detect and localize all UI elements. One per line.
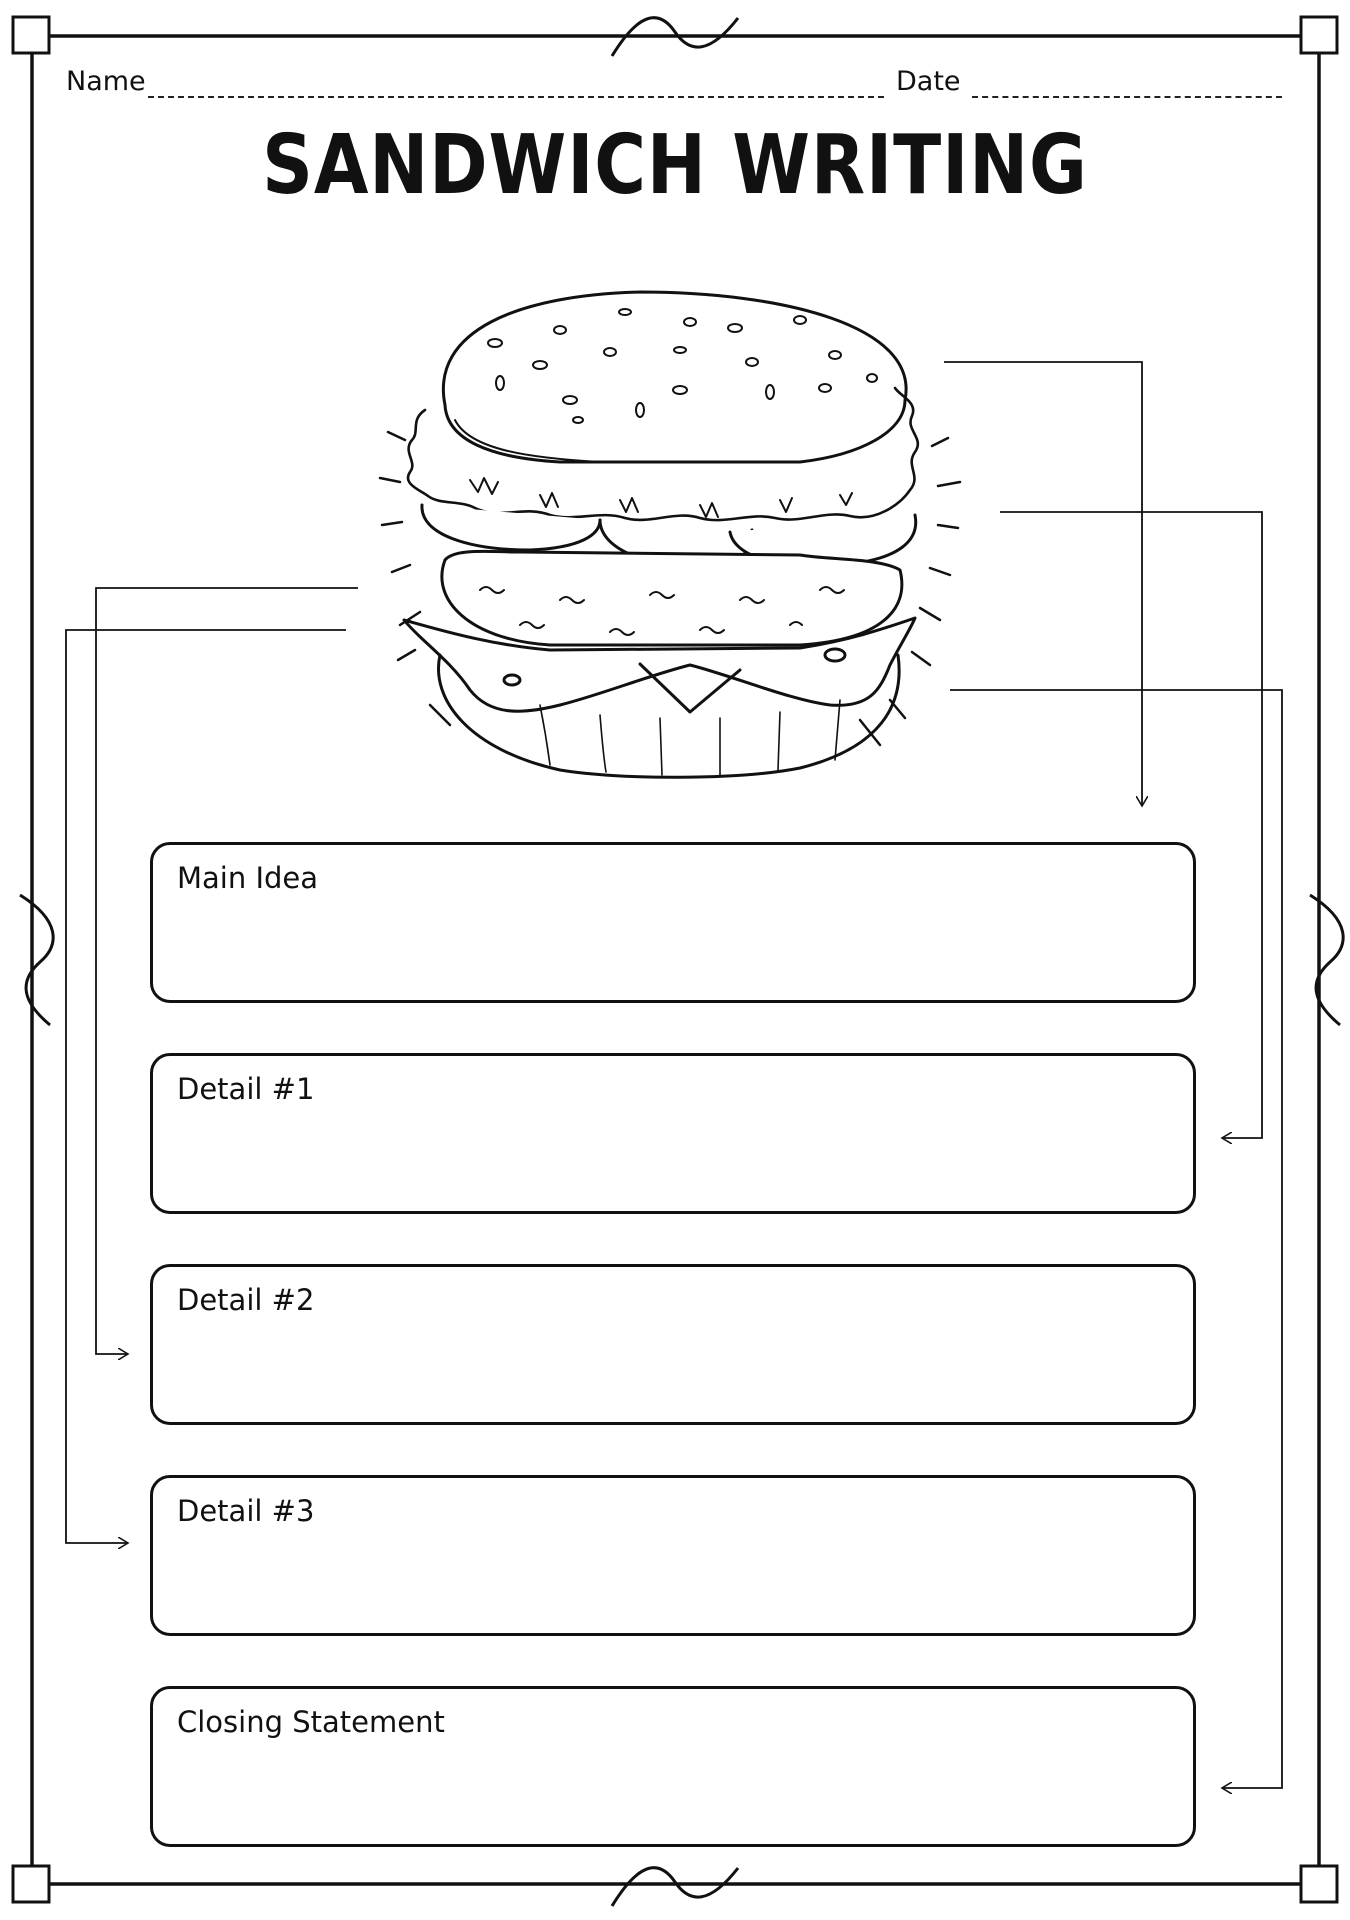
detail-2-field[interactable] bbox=[175, 1329, 1171, 1408]
squiggle-bottom bbox=[612, 1868, 738, 1906]
detail-1-field[interactable] bbox=[175, 1118, 1171, 1197]
section-detail-3[interactable] bbox=[150, 1475, 1196, 1636]
date-label: Date bbox=[896, 66, 961, 97]
squiggle-left bbox=[20, 895, 53, 1025]
section-closing-statement[interactable] bbox=[150, 1686, 1196, 1847]
section-detail-1[interactable] bbox=[150, 1053, 1196, 1214]
squiggle-right bbox=[1310, 895, 1343, 1025]
section-main-idea[interactable] bbox=[150, 842, 1196, 1003]
section-detail-2[interactable] bbox=[150, 1264, 1196, 1425]
arrow-to-detail-1 bbox=[1000, 512, 1262, 1138]
main-idea-field[interactable] bbox=[175, 907, 1171, 986]
arrow-to-main-idea bbox=[944, 362, 1142, 806]
closing-statement-field[interactable] bbox=[175, 1751, 1171, 1830]
page-title: SANDWICH WRITING bbox=[262, 118, 1088, 213]
section-label-detail-1: Detail #1 bbox=[177, 1072, 315, 1106]
section-label-detail-2: Detail #2 bbox=[177, 1283, 315, 1317]
section-label-closing-statement: Closing Statement bbox=[177, 1705, 445, 1739]
detail-3-field[interactable] bbox=[175, 1540, 1171, 1619]
section-label-main-idea: Main Idea bbox=[177, 861, 319, 895]
date-blank-line[interactable] bbox=[972, 96, 1282, 98]
name-blank-line[interactable] bbox=[148, 96, 884, 98]
name-label: Name bbox=[66, 66, 146, 97]
section-label-detail-3: Detail #3 bbox=[177, 1494, 315, 1528]
hamburger-icon bbox=[380, 292, 960, 777]
